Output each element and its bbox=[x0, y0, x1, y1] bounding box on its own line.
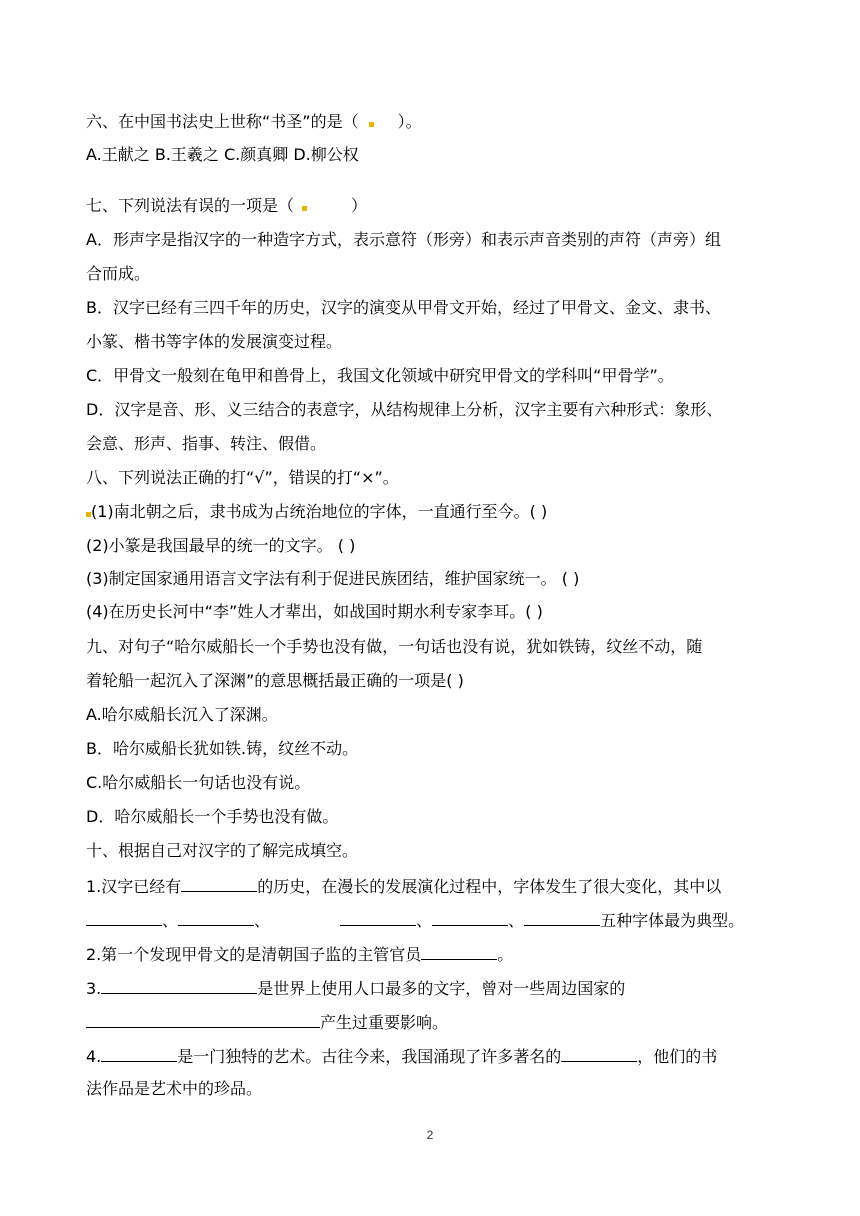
q10-line-7: 法作品是艺术中的珍品。 bbox=[86, 1079, 263, 1098]
q10-stem: 十、根据自己对汉字的了解完成填空。 bbox=[86, 841, 359, 860]
fill-blank[interactable] bbox=[524, 908, 600, 926]
highlight-mark bbox=[302, 206, 307, 211]
q7-option-a-line1: A．形声字是指汉字的一种造字方式，表示意符（形旁）和表示声音类别的声符（声旁）组 bbox=[86, 230, 721, 249]
q7-stem: 七、下列说法有误的一项是（ ） bbox=[86, 196, 368, 215]
fill-blank[interactable] bbox=[86, 1010, 320, 1028]
fill-blank[interactable] bbox=[181, 874, 257, 892]
q7-option-a-line2: 合而成。 bbox=[86, 264, 151, 283]
q9-option-d: D．哈尔威船长一个手势也没有做。 bbox=[86, 807, 339, 826]
q10-line-4: 3. 是世界上使用人口最多的文字，曾对一些周边国家的 bbox=[86, 976, 625, 998]
q10-line-3: 2.第一个发现甲骨文的是清朝国子监的主管官员 。 bbox=[86, 942, 513, 964]
q9-option-c: C.哈尔威船长一句话也没有说。 bbox=[86, 773, 311, 792]
q8-item-3: (3)制定国家通用语言文字法有利于促进民族团结，维护国家统一。 ( ) bbox=[86, 569, 580, 588]
fill-blank[interactable] bbox=[340, 908, 416, 926]
q8-item-2: (2)小篆是我国最早的统一的文字。 ( ) bbox=[86, 536, 356, 555]
fill-blank[interactable] bbox=[561, 1044, 637, 1062]
q8-item-4: (4)在历史长河中“李”姓人才辈出，如战国时期水利专家李耳。( ) bbox=[86, 602, 543, 621]
fill-blank[interactable] bbox=[178, 908, 254, 926]
page-number: 2 bbox=[426, 1128, 434, 1142]
q7-option-d-line1: D．汉字是音、形、义三结合的表意字，从结构规律上分析，汉字主要有六种形式：象形、 bbox=[86, 400, 723, 419]
q7-option-b-line2: 小篆、楷书等字体的发展演变过程。 bbox=[86, 332, 343, 351]
q10-line-5: 产生过重要影响。 bbox=[86, 1010, 448, 1032]
q8-item-1: (1)南北朝之后，隶书成为占统治地位的字体，一直通行至今。( ) bbox=[86, 501, 547, 523]
q7-option-b-line1: B．汉字已经有三四千年的历史，汉字的演变从甲骨文开始，经过了甲骨文、金文、隶书、 bbox=[86, 298, 721, 317]
fill-blank[interactable] bbox=[101, 1044, 177, 1062]
fill-blank[interactable] bbox=[432, 908, 508, 926]
highlight-mark bbox=[369, 122, 374, 127]
q6-stem: 六、在中国书法史上世称“书圣”的是（ ）。 bbox=[86, 112, 422, 131]
q9-stem-line1: 九、对句子“哈尔威船长一个手势也没有做，一句话也没有说，犹如铁铸，纹丝不动，随 bbox=[86, 637, 703, 656]
q9-option-a: A.哈尔威船长沉入了深渊。 bbox=[86, 705, 278, 724]
q6-options: A.王献之 B.王羲之 C.颜真卿 D.柳公权 bbox=[86, 145, 359, 164]
q7-option-d-line2: 会意、形声、指事、转注、假借。 bbox=[86, 434, 327, 453]
fill-blank[interactable] bbox=[101, 976, 257, 994]
q10-line-1: 1.汉字已经有 的历史，在漫长的发展演化过程中，字体发生了很大变化，其中以 bbox=[86, 874, 721, 896]
q10-line-6: 4. 是一门独特的艺术。古往今来，我国涌现了许多著名的 ，他们的书 bbox=[86, 1044, 717, 1066]
q10-line-2: 、 、 、 、 五种字体最为典型。 bbox=[86, 908, 744, 930]
q9-option-b: B．哈尔威船长犹如铁.铸，纹丝不动。 bbox=[86, 739, 359, 758]
q8-stem: 八、下列说法正确的打“√”，错误的打“×”。 bbox=[86, 468, 399, 487]
fill-blank[interactable] bbox=[86, 908, 162, 926]
q9-stem-line2: 着轮船一起沉入了深渊”的意思概括最正确的一项是( ) bbox=[86, 671, 464, 690]
fill-blank[interactable] bbox=[421, 942, 497, 960]
q7-option-c: C．甲骨文一般刻在龟甲和兽骨上，我国文化领域中研究甲骨文的学科叫“甲骨学”。 bbox=[86, 366, 674, 385]
